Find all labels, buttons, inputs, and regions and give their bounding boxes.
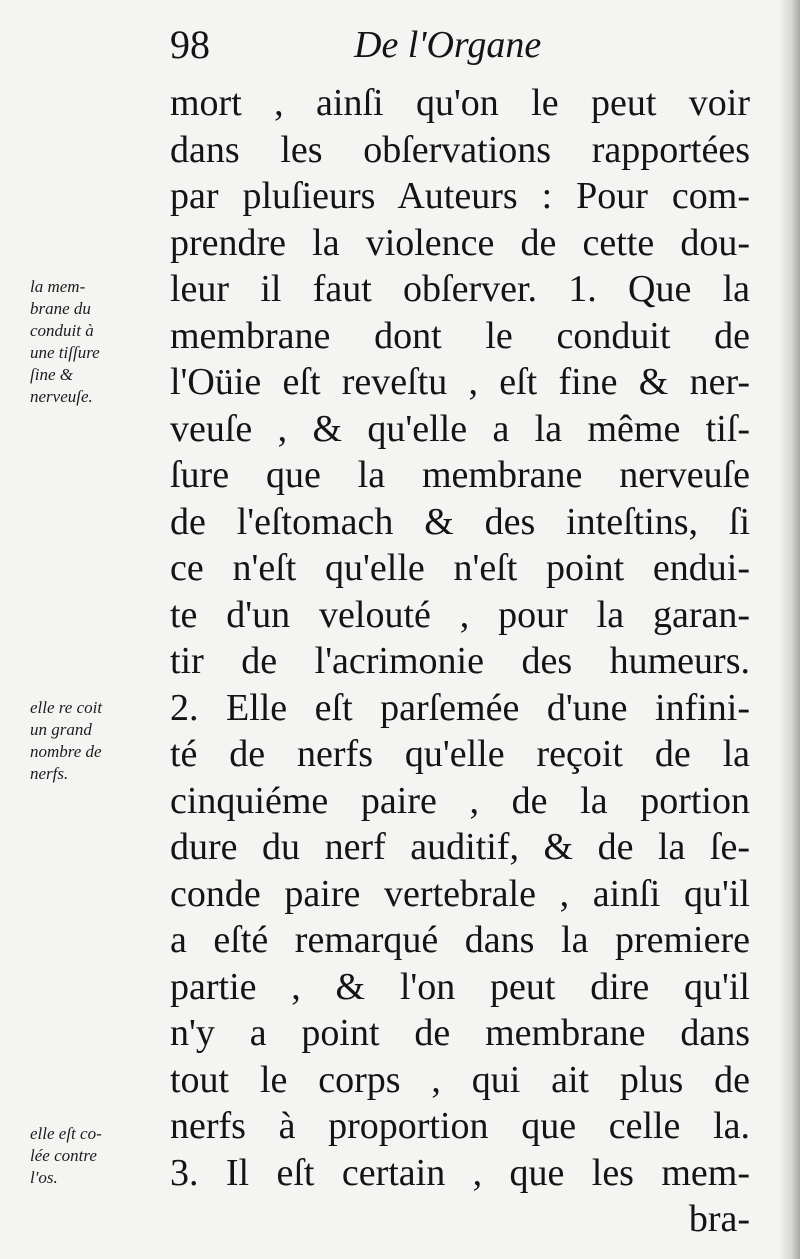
marginal-note [30,697,170,785]
text-line: mort , ainſi qu'on le peut voir [170,82,750,124]
text-line: prendre la violence de cette dou- [170,221,750,264]
text-line: 2. Elle eſt parſemée d'une infini- [170,686,750,729]
marginal-note-line: un grand [30,720,92,739]
text-line: ce n'eſt qu'elle n'eſt point endui- [170,547,750,589]
marginal-note-line: brane du [30,299,91,318]
text-line: cinquiéme paire , de la portion [170,779,750,822]
marginal-note [30,276,170,408]
page-number: 98 [170,22,210,67]
body-text [170,80,750,1243]
text-line: 3. Il eſt certain , que les mem- [170,1151,750,1194]
text-line: te d'un velouté , pour la garan- [170,593,750,636]
marginal-note-line: la mem- [30,277,86,296]
page-gutter-shadow [778,0,800,1259]
text-line: par pluſieurs Auteurs : Pour com- [170,175,750,217]
text-line: de l'eſtomach & des inteſtins, ſi [170,500,750,543]
text-line: tout le corps , qui ait plus de [170,1058,750,1101]
text-line: l'Oüie eſt reveſtu , eſt fine & ner- [170,361,750,403]
text-line: nerfs à proportion que celle la. [170,1105,750,1147]
text-line: tir de l'acrimonie des humeurs. [170,640,750,682]
text-line: veuſe , & qu'elle a la même tiſ- [170,407,750,450]
marginal-note [30,1123,170,1189]
marginal-note-line: elle eſt co- [30,1124,102,1143]
marginal-note-line: nerfs. [30,764,69,783]
text-line: dure du nerf auditif, & de la ſe- [170,826,750,868]
marginal-note-line: nerveuſe. [30,387,93,406]
text-line: leur il faut obſerver. 1. Que la [170,268,750,310]
text-line: té de nerfs qu'elle reçoit de la [170,733,750,775]
text-line: conde paire vertebrale , ainſi qu'il [170,872,750,915]
marginal-note-line: ſine & [30,365,73,384]
marginal-note-line: l'os. [30,1168,58,1187]
marginal-note-line: nombre de [30,742,102,761]
text-line: a eſté remarqué dans la premiere [170,919,750,961]
catchword-line: bra- [688,1198,750,1240]
text-line: membrane dont le conduit de [170,314,750,357]
marginal-note-line: elle re coit [30,698,103,717]
text-line: n'y a point de membrane dans [170,1012,750,1054]
running-title: De l'Organe [354,24,542,66]
page-header [170,20,570,70]
text-line: dans les obſervations rapportées [170,128,750,171]
marginal-note-line: une tiſſure [30,343,100,362]
text-line: partie , & l'on peut dire qu'il [170,965,750,1008]
text-line: ſure que la membrane nerveuſe [170,454,750,496]
marginal-note-line: conduit à [30,321,94,340]
marginal-note-line: lée contre [30,1146,97,1165]
